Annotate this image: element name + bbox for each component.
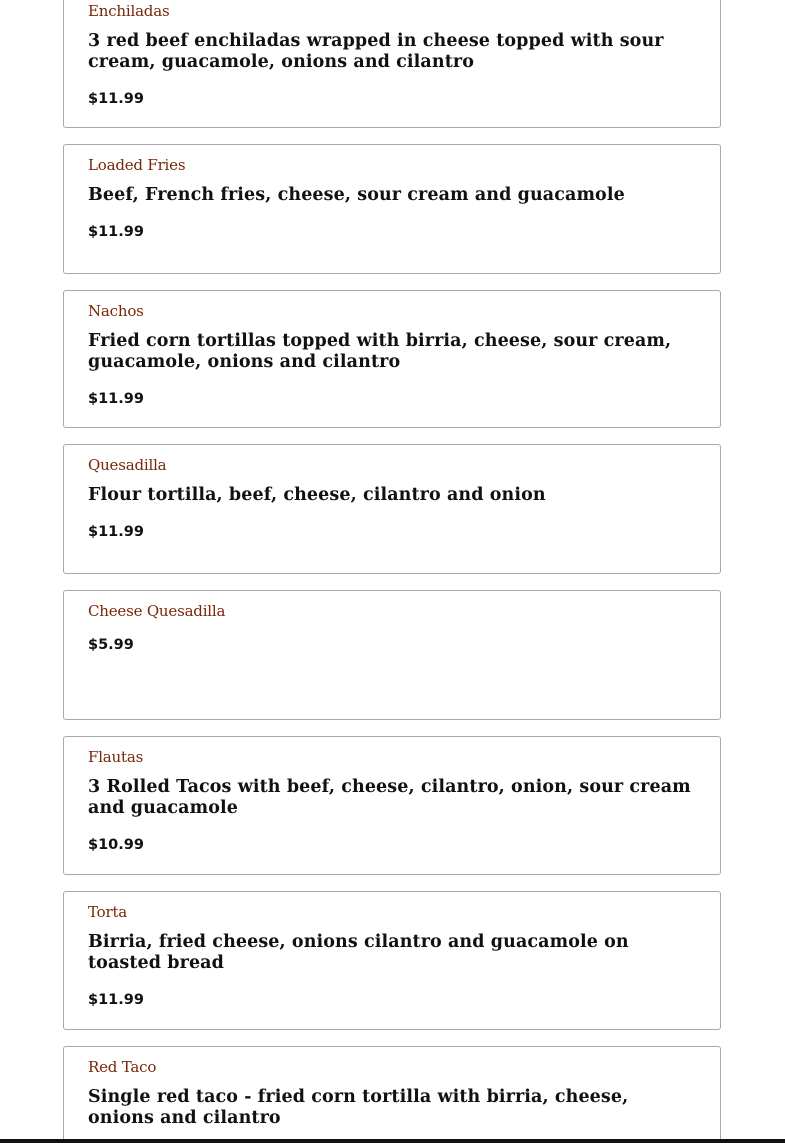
menu-item-description: 3 Rolled Tacos with beef, cheese, cilantro, onion, sour cream and guacamole	[88, 777, 691, 818]
menu-item-description: 3 red beef enchiladas wrapped in cheese topped with sour cream, guacamole, onions and cilantro	[88, 31, 664, 72]
menu-item-name: Red Taco	[88, 1058, 157, 1076]
menu-item-name: Cheese Quesadilla	[88, 602, 226, 620]
menu-item-description: Birria, fried cheese, onions cilantro and guacamole on toasted bread	[88, 932, 629, 973]
menu-item-description: Fried corn tortillas topped with birria, cheese, sour cream, guacamole, onions and cilantro	[88, 331, 672, 372]
menu-item-price: $11.99	[88, 524, 144, 540]
menu-item-description: Flour tortilla, beef, cheese, cilantro and onion	[88, 485, 546, 505]
menu-item-card-loaded-fries[interactable]	[63, 144, 721, 274]
menu-item-card-enchiladas[interactable]	[63, 0, 721, 128]
menu-item-name: Flautas	[88, 748, 144, 766]
menu-item-card-cheese-quesadilla[interactable]	[63, 590, 721, 720]
menu-item-price: $11.99	[88, 224, 144, 240]
menu-item-name: Quesadilla	[88, 456, 167, 474]
menu-item-price: $11.99	[88, 391, 144, 407]
menu-item-description: Single red taco - fried corn tortilla with birria, cheese, onions and cilantro	[88, 1087, 629, 1128]
menu-item-card-nachos[interactable]	[63, 290, 721, 428]
menu-item-price: $5.99	[88, 637, 134, 653]
menu-item-price: $11.99	[88, 992, 144, 1008]
menu-item-card-torta[interactable]	[63, 891, 721, 1030]
menu-item-card-quesadilla[interactable]	[63, 444, 721, 574]
bottom-divider	[0, 1139, 785, 1143]
menu-item-card-flautas[interactable]	[63, 736, 721, 875]
menu-item-name: Torta	[88, 903, 128, 921]
menu-item-price: $11.99	[88, 91, 144, 107]
menu-item-price: $10.99	[88, 837, 144, 853]
menu-item-name: Nachos	[88, 302, 144, 320]
menu-item-description: Beef, French fries, cheese, sour cream and guacamole	[88, 185, 625, 205]
menu-item-name: Loaded Fries	[88, 156, 186, 174]
menu-item-card-red-taco[interactable]	[63, 1046, 721, 1143]
menu-item-name: Enchiladas	[88, 2, 170, 20]
